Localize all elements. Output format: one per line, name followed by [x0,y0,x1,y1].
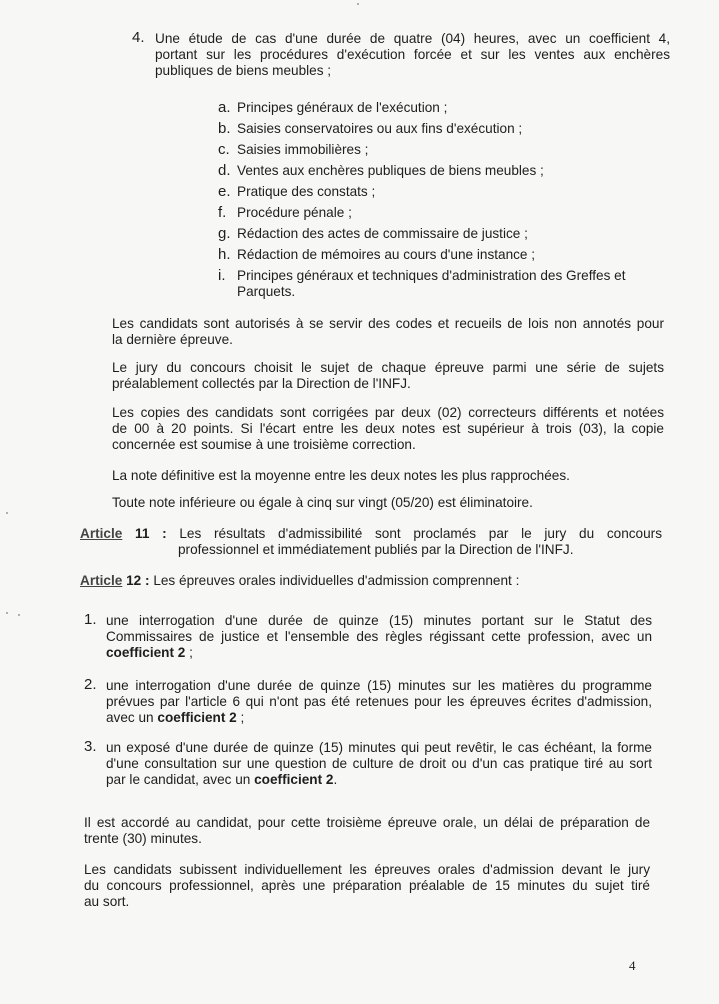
oral-item-1-number: 1. [84,611,97,628]
oral-item-line: une interrogation d'une durée de quinze (15) minutes sur les matières du programme [106,678,652,693]
sub-item-text: Saisies conservatoires ou aux fins d'exécution ; [237,121,523,136]
paragraph-line: La note définitive est la moyenne entre les deux notes les plus rapprochées. [112,468,570,483]
oral-item-tail: . [333,772,338,787]
sub-item-text: Principes généraux de l'exécution ; [237,100,448,115]
paragraph-line: Toute note inférieure ou égale à cinq sur vingt (05/20) est éliminatoire. [112,495,533,510]
paragraph [112,468,664,484]
scan-speck [357,3,359,5]
sub-item-letter: e. [218,183,231,200]
item-4-line: Une étude de cas d'une durée de quatre (04) heures, avec un coefficient 4, [155,31,670,46]
paragraph [112,360,664,392]
sub-item-text: Saisies immobilières ; [237,142,369,157]
oral-item-line: Commissaires de justice et l'ensemble des règles régissant cette profession, avec un [106,629,652,644]
article-12-label: Article [80,573,123,588]
paragraph [112,316,664,348]
oral-item-tail: ; [185,645,193,660]
paragraph [112,495,664,511]
oral-item-line: une interrogation d'une durée de quinze (15) minutes portant sur le Statut des [106,613,652,628]
oral-item-line [106,710,652,726]
coefficient-label: coefficient 2 [157,710,237,725]
closing-paragraph [84,862,650,910]
sub-item-letter: i. [218,267,226,284]
oral-item-tail: ; [236,710,245,725]
paragraph-line: la dernière épreuve. [112,332,233,347]
scan-speck [18,614,20,616]
sub-item-text: Rédaction de mémoires au cours d'une instance ; [237,247,536,262]
sub-item-text: Ventes aux enchères publiques de biens meubles ; [237,163,544,178]
closing-line: au sort. [84,894,130,909]
sub-item-letter: f. [218,204,227,221]
oral-item-pre: avec un [106,710,158,725]
oral-item-1 [106,613,652,661]
oral-item-line: un exposé d'une durée de quinze (15) minutes qui peut revêtir, le cas échéant, la forme [106,740,652,755]
article-12-number: 12 : [126,573,150,588]
sub-item-letter: h. [218,246,231,263]
item-4-line: publiques de biens meubles ; [155,63,332,78]
page-number: 4 [629,958,636,973]
sub-item [218,268,668,284]
sub-item-letter: b. [218,120,231,137]
paragraph-line: préalablement collectés par la Direction de l'INFJ. [112,376,411,391]
sub-item [218,142,668,163]
paragraph-line: Le jury du concours choisit le sujet de chaque épreuve parmi une série de sujets [112,360,664,375]
sub-item-list [218,100,668,300]
coefficient-label: coefficient 2 [106,645,186,660]
closing-line: du concours professionnel, après une préparation préalable de 15 minutes du sujet tiré [84,878,650,893]
item-4-number: 4. [132,29,145,46]
coefficient-label: coefficient 2 [254,772,334,787]
article-11-line [80,526,662,542]
oral-item-line: prévues par l'article 6 qui n'ont pas été retenues pour les épreuves écrites d'admission, [106,694,652,709]
article-11-label: Article [80,526,123,541]
article-11-number: 11 : [135,526,167,541]
article-11-line: professionnel et immédiatement publiés par la Direction de l'INFJ. [178,542,574,557]
item-4-line: portant sur les procédures d'exécution forcée et sur les ventes aux enchères [155,47,670,62]
oral-item-3-number: 3. [84,738,97,755]
article-12-text: Les épreuves orales individuelles d'admission comprennent : [153,573,520,588]
sub-item-text: Procédure pénale ; [237,205,352,220]
oral-item-2 [106,678,652,726]
article-11-text: Les résultats d'admissibilité sont proclamés par le jury du concours [179,526,662,541]
oral-item-line: d'une consultation sur une question de culture de droit ou d'un cas pratique tiré au sort [106,756,652,771]
paragraph-line: Les copies des candidats sont corrigées par deux (02) correcteurs différents et notées [112,405,664,420]
sub-item [218,100,668,121]
paragraph [112,405,664,453]
oral-item-3 [106,740,652,788]
sub-item-letter: g. [218,225,231,242]
paragraph-line: concernée est soumise à une troisième correction. [112,437,416,452]
sub-item-continuation: Parquets. [237,284,296,299]
oral-item-2-number: 2. [84,676,97,693]
sub-item [218,247,668,268]
closing-line: Les candidats subissent individuellement les épreuves orales d'admission devant le jury [84,862,650,877]
oral-item-line [106,645,652,661]
sub-item-text: Principes généraux et techniques d'administration des Greffes et [237,268,626,283]
sub-item-letter: c. [218,141,230,158]
closing-paragraph [84,815,650,847]
sub-item [218,226,668,247]
article-11 [80,526,662,558]
article-12 [80,573,662,589]
scan-speck [6,612,8,614]
oral-item-line [106,772,652,788]
closing-line: Il est accordé au candidat, pour cette troisième épreuve orale, un délai de préparation de [84,815,650,830]
sub-item-letter: d. [218,162,231,179]
paragraph-line: Les candidats sont autorisés à se servir des codes et recueils de lois non annotés pour [112,316,664,331]
sub-item-text: Rédaction des actes de commissaire de justice ; [237,226,528,241]
sub-item [218,205,668,226]
sub-item-letter: a. [218,99,231,116]
paragraph-line: de 00 à 20 points. Si l'écart entre les deux notes est supérieur à trois (03), la copie [112,421,664,436]
oral-item-pre: par le candidat, avec un [106,772,255,787]
sub-item-text: Pratique des constats ; [237,184,376,199]
sub-item [218,163,668,184]
item-4-text [155,31,670,79]
sub-item [218,121,668,142]
scan-speck [6,512,8,514]
sub-item [218,184,668,205]
closing-line: trente (30) minutes. [84,831,202,846]
